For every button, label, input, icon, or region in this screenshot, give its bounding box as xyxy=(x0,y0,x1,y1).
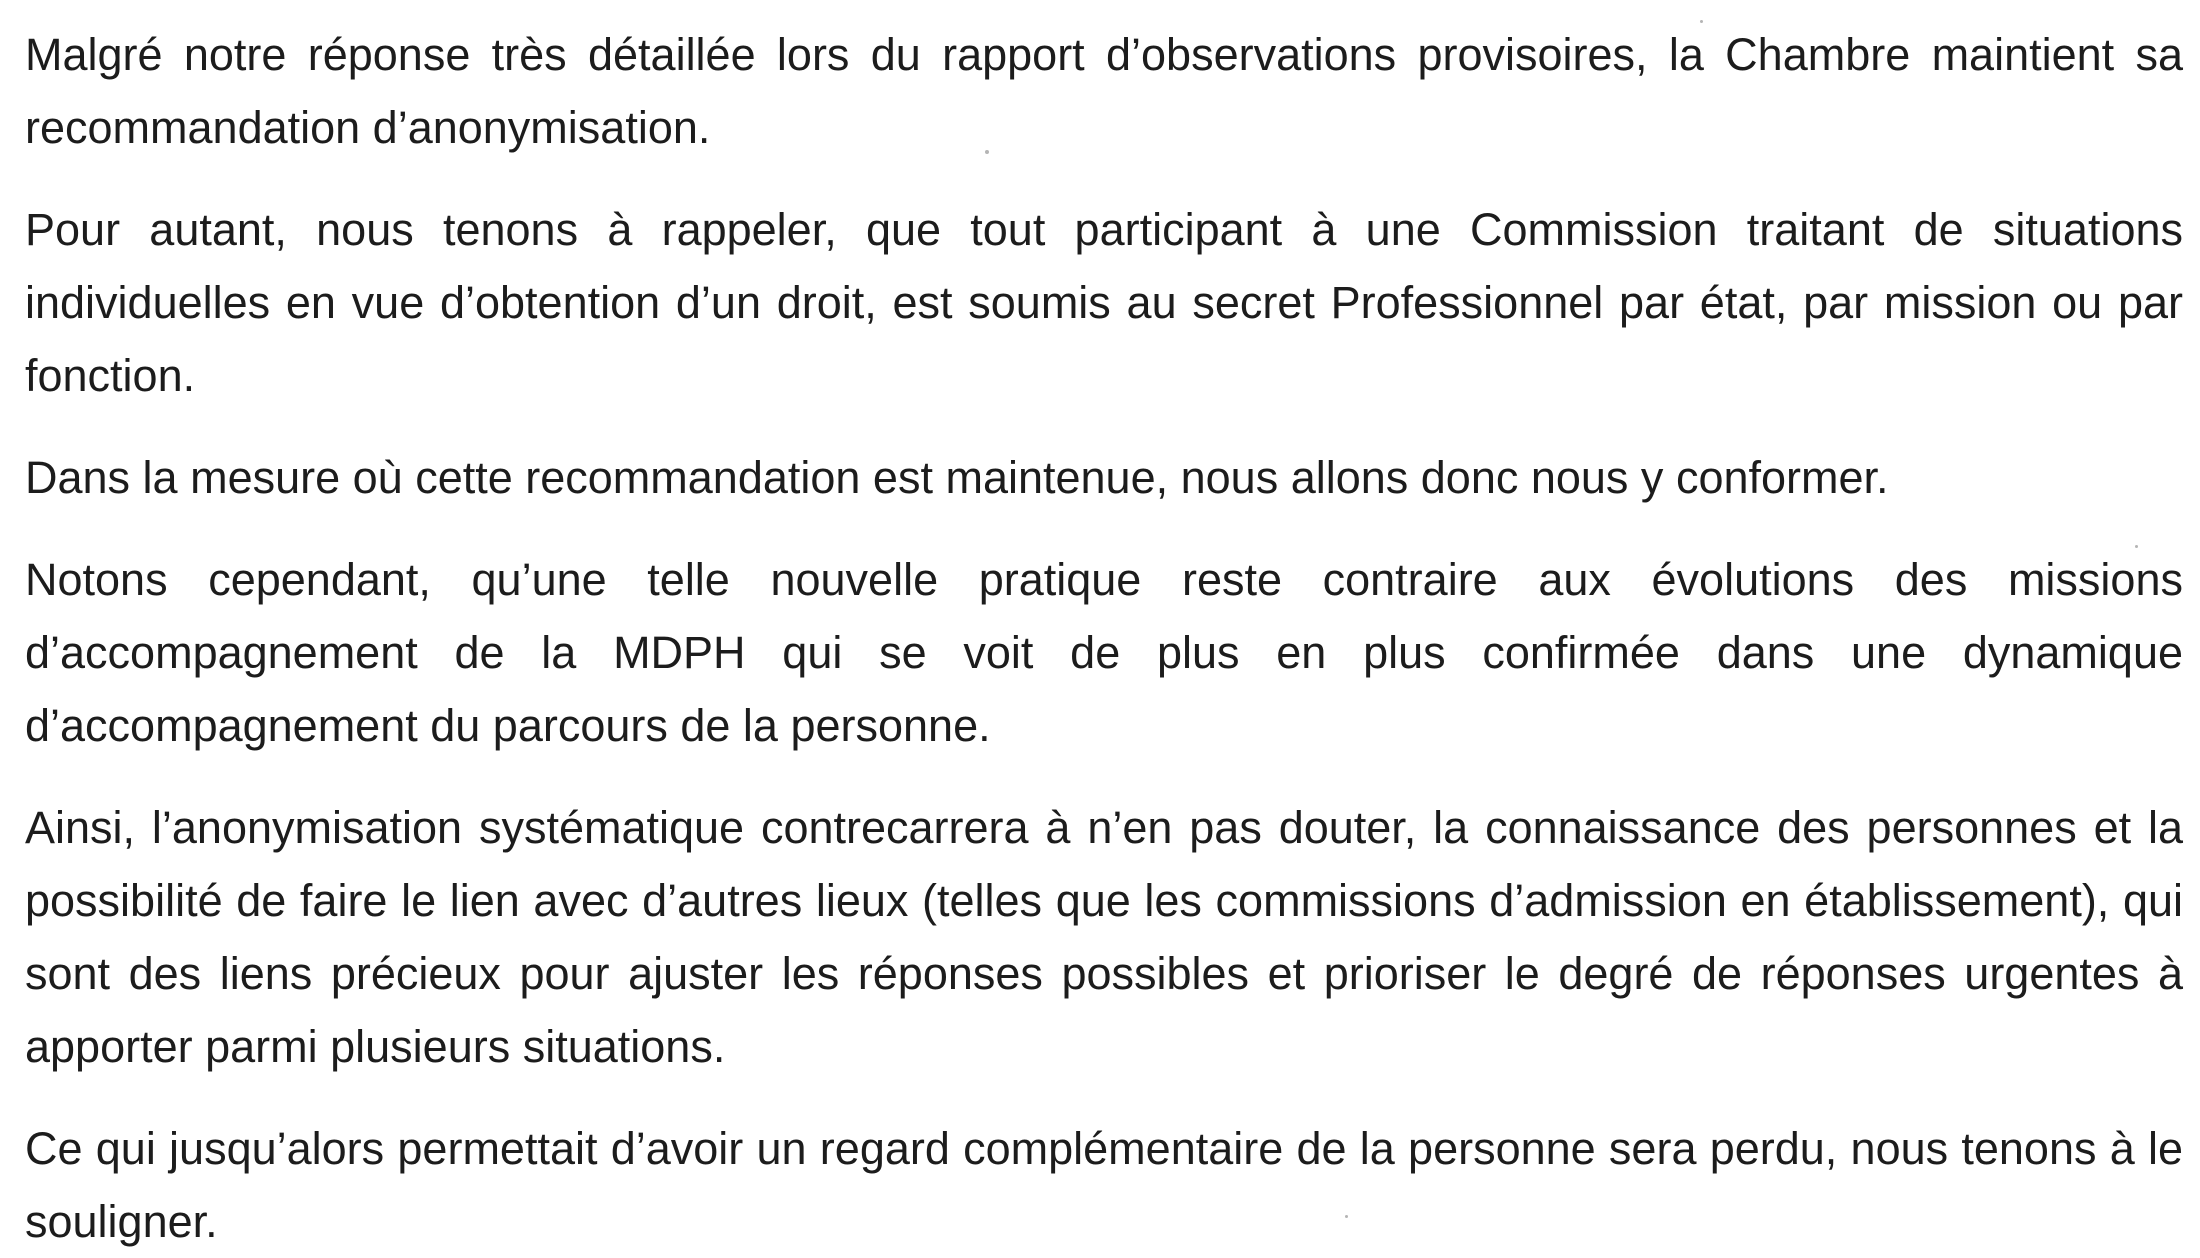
scanned-letter-body xyxy=(25,18,2183,1258)
paragraph-conclusion: Ce qui jusqu’alors permettait d’avoir un regard complémentaire de la personne sera perdu, nous tenons à le souligner. xyxy=(25,1123,2183,1247)
paragraph-professional-secrecy: Pour autant, nous tenons à rappeler, que tout participant à une Commission traitant de situations individuelles en vue d’obtention d’un droit, est soumis au secret Professionnel par état, par mission ou par fonction. xyxy=(25,204,2183,401)
paragraph-mdph-missions: Notons cependant, qu’une telle nouvelle pratique reste contraire aux évolutions des missions d’accompagnement de la MDPH qui se voit de plus en plus confirmée dans une dynamique d’accompagnement du parcours de la personne. xyxy=(25,554,2183,751)
paragraph-anonymisation-maintained: Malgré notre réponse très détaillée lors du rapport d’observations provisoires, la Chambre maintient sa recommandation d’anonymisation. xyxy=(25,29,2183,153)
scan-speck xyxy=(1700,20,1703,23)
paragraph-systematic-anonymisation: Ainsi, l’anonymisation systématique contrecarrera à n’en pas douter, la connaissance des personnes et la possibilité de faire le lien avec d’autres lieux (telles que les commissions d’admission en établissement), qui sont des liens précieux pour ajuster les réponses possibles et prioriser le degré de réponses urgentes à apporter parmi plusieurs situations. xyxy=(25,802,2183,1072)
scan-speck xyxy=(985,150,989,154)
scan-speck xyxy=(2135,545,2138,548)
scan-speck xyxy=(1345,1215,1348,1218)
paragraph-compliance: Dans la mesure où cette recommandation est maintenue, nous allons donc nous y conformer. xyxy=(25,452,1889,503)
